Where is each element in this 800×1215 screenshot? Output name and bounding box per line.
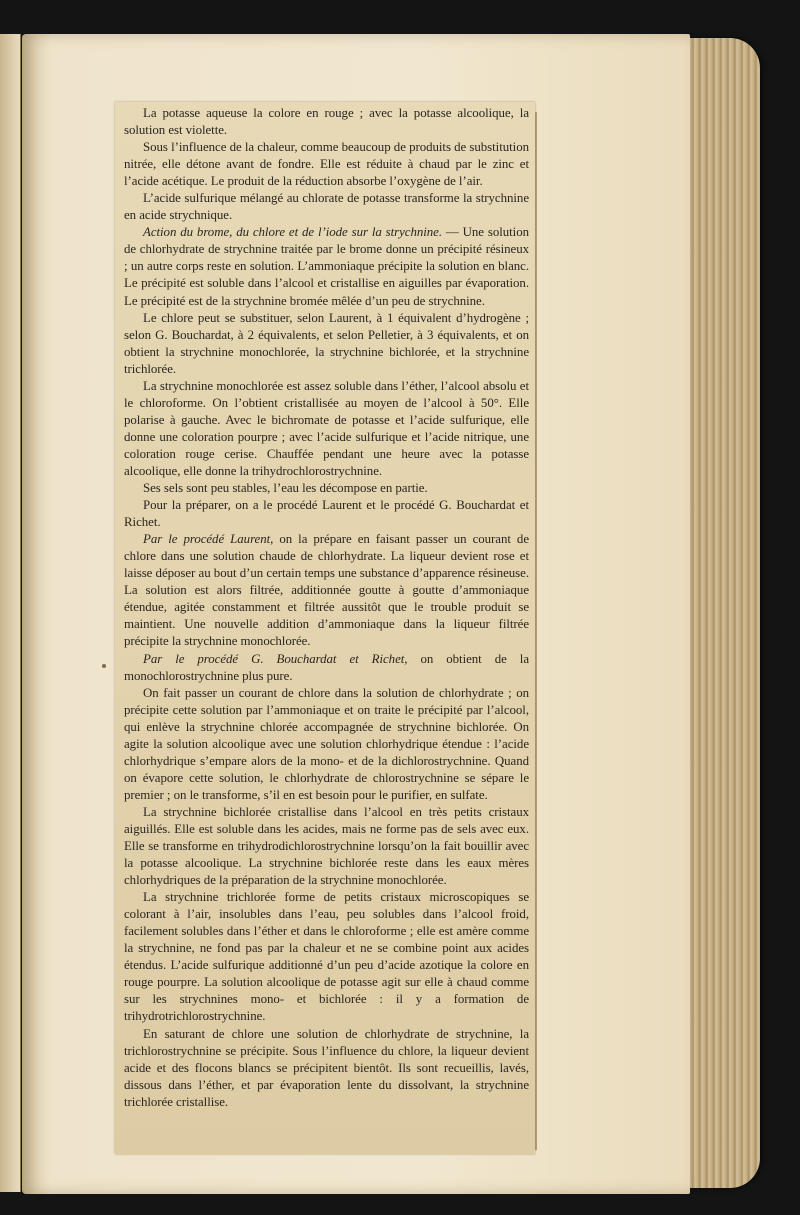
clipping-edge (535, 112, 537, 1150)
paragraph (124, 224, 529, 309)
paragraph-text: on la prépare en faisant passer un courant de chlore dans une solution chaude de chlorhydrate. La liqueur devient rose et laisse déposer au bout d’un certain temps une substance d’apparence résineuse. La solution est alors filtrée, additionnée goutte à goutte d’ammoniaque étendue, agitée constamment et filtrée aussitôt que le trouble produit se maintient. Une nouvelle addition d’ammoniaque dans la liqueur filtrée précipite la strychnine monochlorée. (124, 532, 529, 649)
section-heading: Action du brome, du chlore et de l’iode sur la strychnine. (143, 225, 443, 240)
paragraph: L’acide sulfurique mélangé au chlorate de potasse transforme la strychnine en acide strychnique. (124, 191, 529, 223)
section-heading: Par le procédé G. Bouchardat et Richet, (143, 651, 408, 666)
paragraph: La strychnine trichlorée forme de petits cristaux microscopiques se colorant à l’air, insolubles dans l’eau, peu solubles dans l’alcool froid, facilement solubles dans l’éther et dans le chloroforme ; elle est amère comme la strychnine, ne fond pas par la chaleur et ne se combine point aux acides étendus. L’acide sulfurique additionné d’un peu d’acide azotique la colore en rouge pourpre. La solution alcoolique de potasse agit sur elle à chaud comme sur les strychnines mono- et bichlorée : il y a formation de trihydrotrichlorostrychnine. (124, 890, 529, 1024)
newspaper-clipping (115, 102, 535, 1154)
paragraph: La strychnine bichlorée cristallise dans l’alcool en très petits cristaux aiguillés. Elle est soluble dans les acides, mais ne forme pas de sels avec eux. Elle se transforme en trihydrodichlorostrychnine lorsqu’on la fait bouillir avec la potasse alcoolique. La strychnine bichlorée reste dans les eaux mères chlorhydriques de la préparation de la strychnine monochlorée. (124, 804, 529, 888)
paragraph: Pour la préparer, on a le procédé Laurent et le procédé G. Bouchardat et Richet. (124, 498, 529, 530)
paragraph: La strychnine monochlorée est assez soluble dans l’éther, l’alcool absolu et le chloroforme. On l’obtient cristallisée au moyen de l’alcool à 50°. Elle polarise à gauche. Avec le bichromate de potasse et l’acide sulfurique, elle donne une coloration pourpre ; avec l’acide sulfurique et l’acide nitrique, une coloration rouge cerise. Chauffée pendant une heure avec la potasse alcoolique, elle donne la trihydrochlorostrychnine. (124, 378, 529, 478)
paragraph (124, 651, 529, 685)
paragraph: Sous l’influence de la chaleur, comme beaucoup de produits de substitution nitrée, elle détone avant de fondre. Elle est réduite à chaud par le zinc et l’acide acétique. Le produit de la réduction absorbe l’oxygène de l’air. (124, 140, 529, 189)
paragraph: La potasse aqueuse la colore en rouge ; avec la potasse alcoolique, la solution est violette. (124, 106, 529, 138)
paragraph: Ses sels sont peu stables, l’eau les décompose en partie. (143, 481, 428, 496)
paragraph: Le chlore peut se substituer, selon Laurent, à 1 équivalent d’hydrogène ; selon G. Bouchardat, à 2 équivalents, et selon Pelletier, à 3 équivalents, et on obtient la strychnine monochlorée, la strychnine bichlorée, et la strychnine trichlorée. (124, 310, 529, 376)
paragraph-text: — Une solution de chlorhydrate de strychnine traitée par le brome donne un précipité résineux ; un autre corps reste en solution. L’ammoniaque précipite la solution en blanc. Le précipité est soluble dans l’alcool et cristallise en aiguilles par évaporation. Le précipité est de la strychnine bromée mêlée d’un peu de strychnine. (124, 225, 530, 308)
paragraph: En saturant de chlore une solution de chlorhydrate de strychnine, la trichlorostrychnine se précipite. Sous l’influence du chlore, la liqueur devient acide et des flocons blancs se précipitent bientôt. Ils sont recueillis, lavés, dissous dans l’éther, et par évaporation lente du dissolvant, la strychnine trichlorée cristallise. (124, 1026, 529, 1109)
left-page-edge (0, 34, 21, 1192)
section-heading: Par le procédé Laurent, (143, 532, 274, 547)
paragraph (124, 531, 529, 650)
paragraph-text: on obtient de la monochlorostrychnine plus pure. (124, 651, 529, 683)
paragraph: On fait passer un courant de chlore dans la solution de chlorhydrate ; on précipite cette solution par l’ammoniaque et on traite le précipité par l’alcool, qui enlève la strychnine chlorée accompagnée de strychnine bichlorée. On agite la solution alcoolique avec une solution chlorhydrique étendue : l’acide chlorhydrique s’empare alors de la mono- et de la dichlorostrychnine. Quand on évapore cette solution, le chlorhydrate de chlorostrychnine se sépare le premier ; on le transforme, s’il en est besoin pour le purifier, en sulfate. (124, 685, 529, 802)
margin-mark (102, 664, 106, 668)
